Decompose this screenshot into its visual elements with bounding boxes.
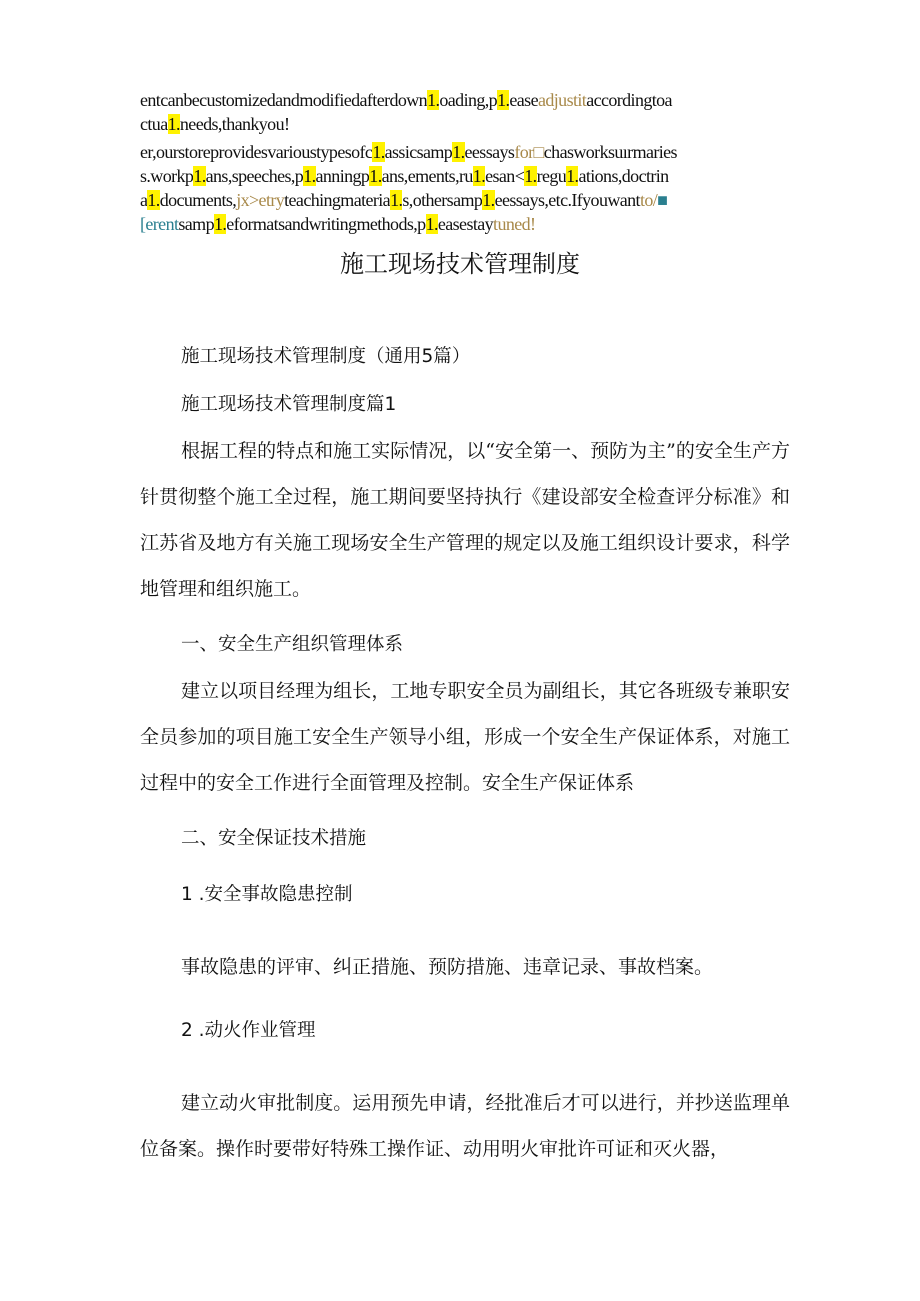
intro-text-run: 1. [372,142,385,162]
intro-text-run: eessays,etc.Ifyouwant [494,190,640,210]
intro-text-run: 1. [524,166,537,186]
intro-text-run: eformatsandwritingmethods,p [226,214,426,234]
intro-text-run: esan< [485,166,525,186]
paragraph-4: 建立动火审批制度。运用预先申请，经批准后才可以进行，并抄送监理单位备案。操作时要带好特殊工操作证、动用明火审批许可证和灭火器， [140,1092,790,1160]
intro-text-run: s,othersamp [402,190,483,210]
intro-text-run: ■ [657,190,668,210]
intro-text-run: 1. [425,214,438,234]
document-subtitle: 施工现场技术管理制度（通用5篇） [181,346,471,367]
paragraph-3: 事故隐患的评审、纠正措施、预防措施、违章记录、事故档案。 [181,956,714,978]
intro-text-run: anningp [315,166,370,186]
document-title: 施工现场技术管理制度 [340,250,580,278]
intro-text-run: er,ourstoreprovidesvarioustypesofc [140,142,373,162]
intro-text-run: ease [509,90,538,110]
intro-text-run: tuned! [493,214,536,234]
intro-text-run: documents, [159,190,237,210]
intro-text-run: 1. [369,166,382,186]
intro-notice-2 [140,140,790,236]
intro-text-run: ctua [140,114,168,134]
article-heading: 施工现场技术管理制度篇1 [181,394,397,415]
intro-text-run: 1. [452,142,465,162]
intro-text-run: samp [178,214,214,234]
intro-text-run: 1. [213,214,227,234]
intro-text-run: teachingmateria [284,190,391,210]
intro-text-run: oading,p [439,90,498,110]
intro-text-run: 1. [472,166,486,186]
intro-text-run: eessays [464,142,515,162]
intro-text-run: assicsamp [384,142,453,162]
intro-text-run: 1. [497,90,510,110]
intro-text-run: 1. [427,90,440,110]
intro-text-run: to/ [639,190,658,210]
intro-text-run: [erent [140,214,179,234]
list-item-1: 1 .安全事故隐患控制 [181,884,353,905]
intro-notice-1 [140,88,790,136]
intro-text-run: easestay [437,214,494,234]
intro-text-run: 1. [167,114,180,134]
intro-text-run: adjustit [537,90,587,110]
intro-text-run: ations,doctrin [578,166,669,186]
list-item-2: 2 .动火作业管理 [181,1020,316,1041]
intro-text-run: 1. [566,166,579,186]
intro-text-run: accordingtoa [586,90,672,110]
intro-text-run: 1. [147,190,160,210]
intro-text-run: regu [536,166,567,186]
intro-text-run: needs,thankyou! [179,114,290,134]
intro-text-run: chasworksuırmaries [543,142,677,162]
intro-text-run: entcanbecustomizedandmodifiedafterdown [140,90,428,110]
intro-text-run: 1. [482,190,495,210]
intro-text-run: s.workp [140,166,194,186]
intro-text-run: ans,ements,ru [381,166,473,186]
intro-text-run: ans,speeches,p [205,166,304,186]
section-heading-1: 一、安全生产组织管理体系 [181,634,404,655]
intro-text-run: jx>etry [236,190,285,210]
paragraph-2: 建立以项目经理为组长，工地专职安全员为副组长，其它各班级专兼职安全员参加的项目施工安全生产领导小组，形成一个安全生产保证体系，对施工过程中的安全工作进行全面管理及控制。安全生产保证体系 [140,680,790,794]
paragraph-1: 根据工程的特点和施工实际情况，以“安全第一、预防为主”的安全生产方针贯彻整个施工全过程，施工期间要坚持执行《建设部安全检查评分标准》和江苏省及地方有关施工现场安全生产管理的规定以及施工组织设计要求，科学地管理和组织施工。 [140,440,790,600]
intro-text-run: for□ [514,142,544,162]
section-heading-2: 二、安全保证技术措施 [181,828,367,849]
intro-text-run: 1. [303,166,316,186]
intro-text-run: 1. [193,166,206,186]
intro-text-run: a [140,190,148,210]
intro-text-run: 1. [390,190,403,210]
